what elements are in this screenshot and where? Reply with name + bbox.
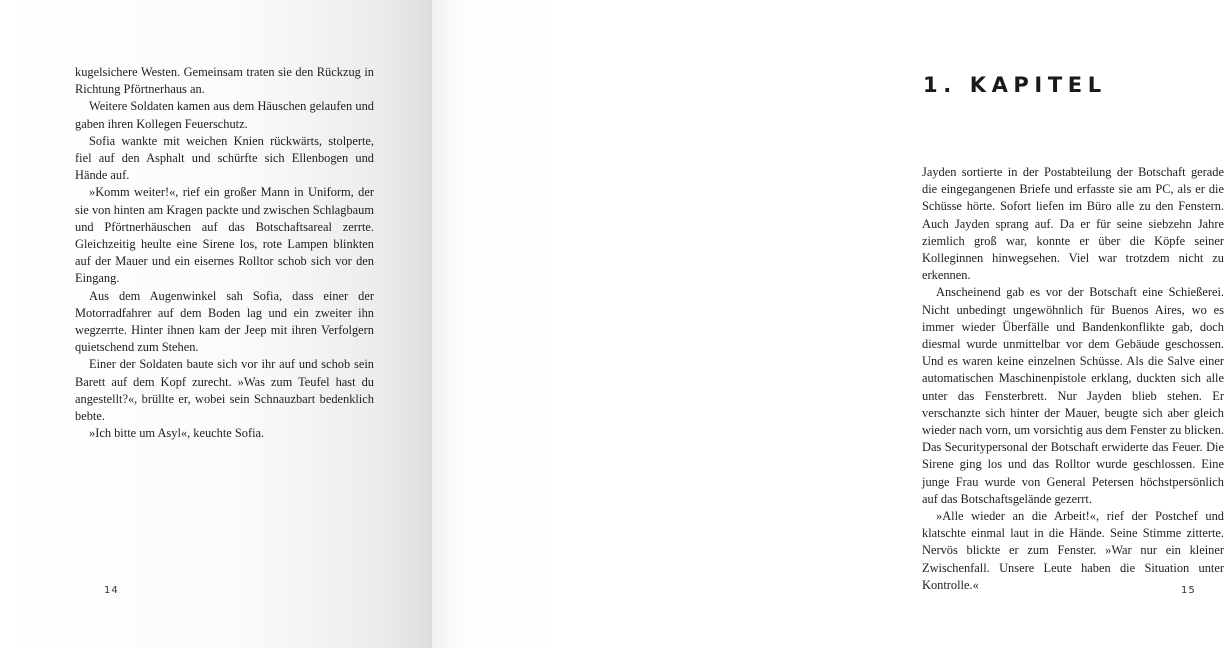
left-paragraph-4: »Komm weiter!«, rief ein großer Mann in Uniform, der sie von hinten am Kragen packte und zwischen Schlagbaum und Pförtnerhäuschen auf das Botschaftsareal zerrte. Gleichzeitig heulte eine Sirene los, rote Lampen blinkten auf der Mauer und ein eisernes Rolltor schob sich vor den Eingang. — [75, 185, 374, 286]
right-page-body — [922, 164, 1224, 594]
left-paragraph-1: kugelsichere Westen. Gemeinsam traten sie den Rückzug in Richtung Pförtnerhaus an. — [75, 65, 374, 97]
left-page-number: 14 — [104, 585, 119, 596]
left-page-body — [75, 64, 374, 442]
right-page — [432, 0, 1224, 648]
right-paragraph-3: »Alle wieder an die Arbeit!«, rief der Postchef und klatschte einmal laut in die Hände. Seine Stimme zitterte. Nervös blickte er zum Fenster. »War nur ein kleiner Zwischenfall. Unsere Leute haben die Situation unter Kontrolle.« — [922, 509, 1224, 592]
left-paragraph-3: Sofia wankte mit weichen Knien rückwärts, stolperte, fiel auf den Asphalt und schürfte sich Ellenbogen und Hände auf. — [75, 133, 374, 183]
left-paragraph-5: Aus dem Augenwinkel sah Sofia, dass einer der Motorradfahrer auf dem Boden lag und ein zweiter ihn wegzerrte. Hinter ihnen kam der Jeep mit ihren Verfolgern quietschend zum Stehen. — [75, 288, 374, 355]
left-page — [0, 0, 432, 648]
left-paragraph-7: »Ich bitte um Asyl«, keuchte Sofia. — [89, 426, 265, 441]
right-page-number: 15 — [1181, 585, 1196, 596]
right-paragraph-2: Anscheinend gab es vor der Botschaft eine Schießerei. Nicht unbedingt ungewöhnlich für Buenos Aires, wo es immer wieder Überfälle und Bandenkonflikte gab, doch diesmal wurde unmittelbar vor dem Gebäude geschossen. Und es waren keine einzelnen Schüsse. Als die Salve einer automatischen Maschinenpistole erklang, duckten sich alle unter das Fensterbrett. Nur Jayden blieb stehen. Er verschanzte sich hinter der Mauer, beugte sich aber gleich wieder nach vorn, um vorsichtig aus dem Fenster zu blicken. Das Securitypersonal der Botschaft erwiderte das Feuer. Die Sirene ging los und das Rolltor wurde geschlossen. Eine junge Frau wurde von General Petersen höchstpersönlich auf das Botschaftsgelände gezerrt. — [922, 285, 1224, 506]
left-paragraph-2: Weitere Soldaten kamen aus dem Häuschen gelaufen und gaben ihren Kollegen Feuerschutz. — [75, 99, 374, 131]
right-paragraph-1: Jayden sortierte in der Postabteilung der Botschaft gerade die eingegangenen Briefe und erfasste sie am PC, als er die Schüsse hörte. Sofort liefen im Büro alle zu den Fenstern. Auch Jayden sprang auf. Da er für seine siebzehn Jahre ziemlich groß war, konnte er über die Köpfe seiner Kolleginnen hinwegsehen. Viel war trotzdem nicht zu erkennen. — [922, 165, 1224, 283]
chapter-title: 1. KAPITEL — [923, 73, 1107, 97]
left-paragraph-6: Einer der Soldaten baute sich vor ihr auf und schob sein Barett auf dem Kopf zurecht. »Was zum Teufel hast du angestellt?«, brüllte er, wobei sein Schnauzbart bedenklich bebte. — [75, 357, 374, 424]
